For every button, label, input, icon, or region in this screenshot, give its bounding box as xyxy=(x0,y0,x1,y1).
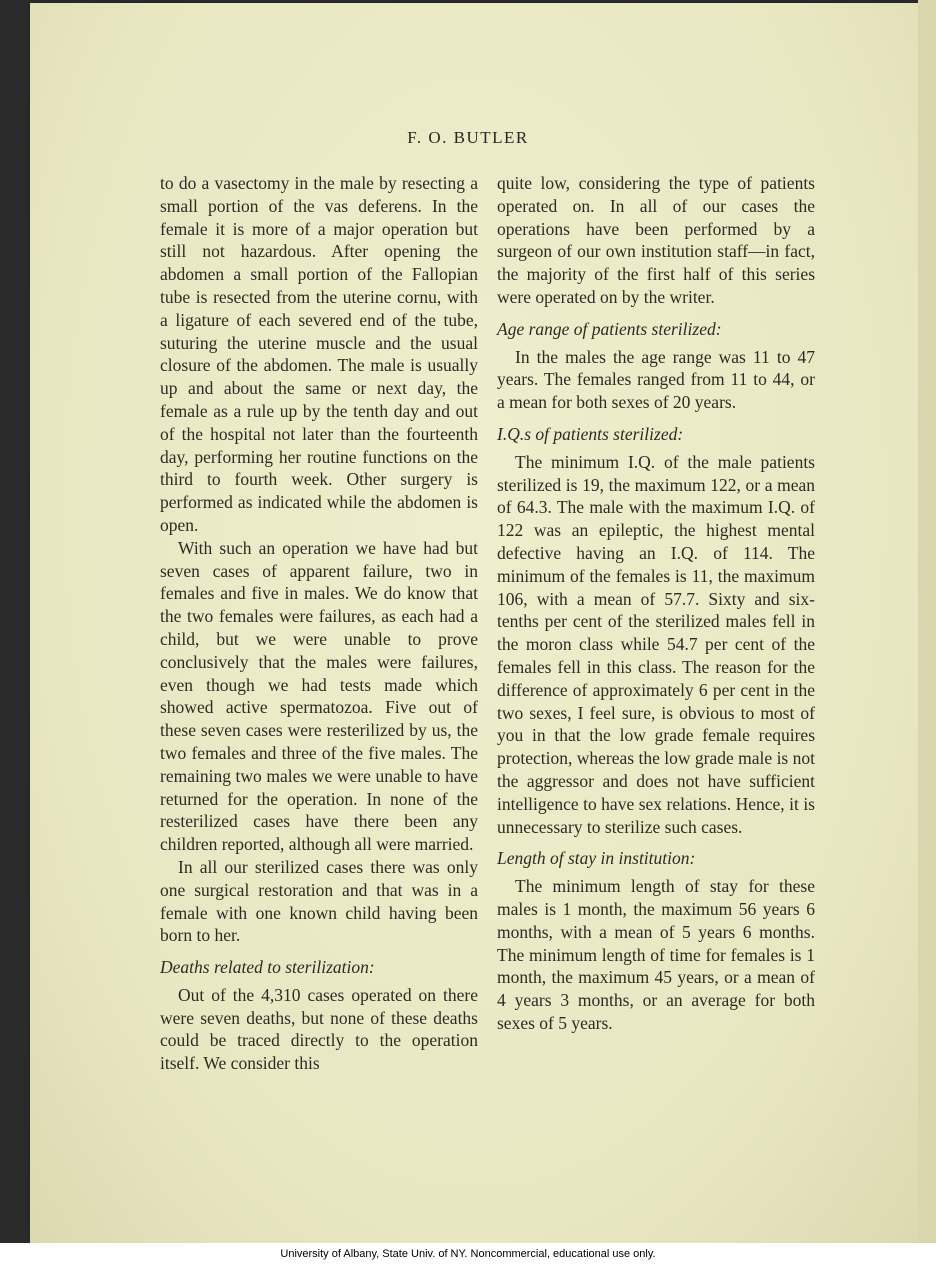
paragraph: quite low, considering the type of patients operated on. In all of our cases the operations have been performed by a surgeon of our own institution staff—in fact, the majority of the first half of this series were operated on by the writer. xyxy=(497,173,815,307)
left-column xyxy=(160,172,478,1075)
paragraph: With such an operation we have had but seven cases of apparent failure, two in females and five in males. We do know that the two females were failures, as each had a child, but we were unable to prove conclusively that the males were failures, even though we had tests made which showed active spermatozoa. Five out of these seven cases were resterilized by us, the two females and three of the five males. The remaining two males we were unable to have returned for the operation. In none of the resterilized cases have there been any children reported, although all were married. xyxy=(160,537,478,855)
paragraph: The minimum length of stay for these males is 1 month, the maximum 56 years 6 months, with a mean of 5 years 6 months. The minimum length of time for females is 1 month, the maximum 45 years, or a mean of 4 years 3 months, or an average for both sexes of 5 years. xyxy=(497,876,815,1033)
running-head: F. O. BUTLER xyxy=(407,128,529,147)
section-heading-deaths: Deaths related to sterilization: xyxy=(160,957,375,978)
footer-credit: University of Albany, State Univ. of NY. Noncommercial, educational use only. xyxy=(280,1248,656,1260)
page-edge xyxy=(918,0,936,1266)
section-heading-age: Age range of patients sterilized: xyxy=(497,318,722,339)
section-heading-iq: I.Q.s of patients sterilized: xyxy=(497,423,684,444)
section-heading-stay: Length of stay in institution: xyxy=(497,848,696,869)
paragraph: to do a vasectomy in the male by resecting a small portion of the vas deferens. In the female it is more of a major operation but still not hazardous. After opening the abdomen a small portion of the Fallopian tube is resected from the uterine cornu, with a ligature of each severed end of the tube, suturing the uterine muscle and the usual closure of the abdomen. The male is usually up and about the same or next day, the female as a rule up by the tenth day and out of the hospital not later than the fourteenth day, performing her routine functions on the third to fourth week. Other surgery is performed as indicated while the abdomen is open. xyxy=(160,173,478,535)
right-column xyxy=(497,172,815,1035)
paragraph: Out of the 4,310 cases operated on there were seven deaths, but none of these deaths could be traced directly to the operation itself. We consider this xyxy=(160,984,478,1074)
paragraph: In all our sterilized cases there was only one surgical restoration and that was in a female with one known child having been born to her. xyxy=(160,856,478,946)
paragraph: In the males the age range was 11 to 47 years. The females ranged from 11 to 44, or a mean for both sexes of 20 years. xyxy=(497,346,815,413)
paragraph: The minimum I.Q. of the male patients sterilized is 19, the maximum 122, or a mean of 64.3. The male with the maximum I.Q. of 122 was an epileptic, the highest mental defective having an I.Q. of 114. The minimum of the females is 11, the maximum 106, with a mean of 57.7. Sixty and six-tenths per cent of the sterilized males fell in the moron class while 54.7 per cent of the females fell in this class. The reason for the difference of approximately 6 per cent in the two sexes, I feel sure, is obvious to most of you in that the low grade female requires protection, whereas the low grade male is not the aggressor and does not have sufficient intelligence to have sex relations. Hence, it is unnecessary to sterilize such cases. xyxy=(497,451,815,837)
